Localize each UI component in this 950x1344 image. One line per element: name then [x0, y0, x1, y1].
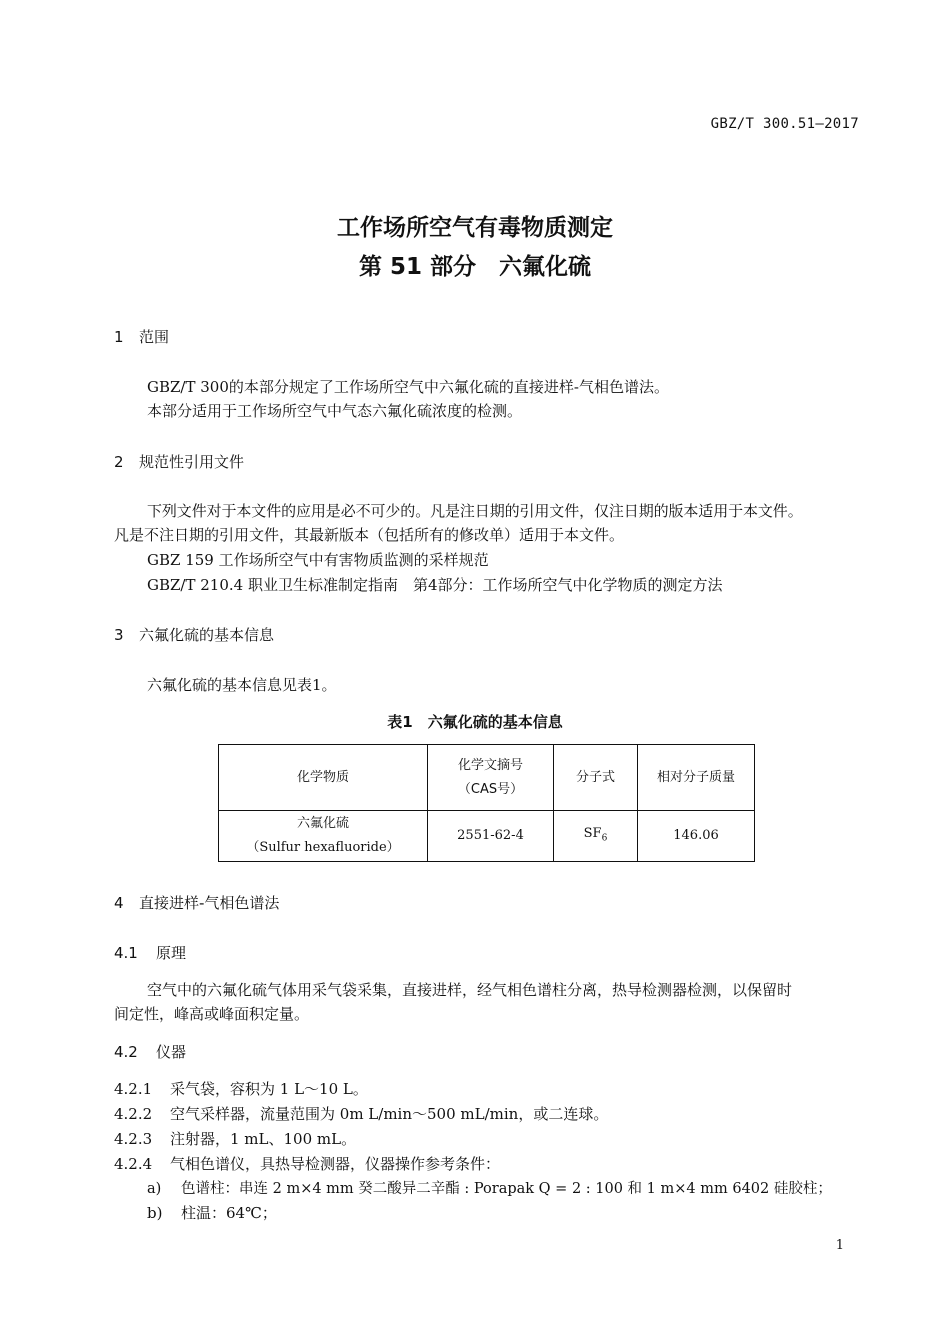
table-1-caption: 表1 六氟化硫的基本信息	[387, 713, 563, 731]
section-number: 4.2	[114, 1043, 138, 1061]
section-title: 规范性引用文件	[139, 453, 245, 471]
section-number: 4	[114, 894, 124, 912]
section-number: 2	[114, 453, 124, 471]
table-header-row	[219, 745, 755, 811]
header-relative-molecular-mass: 相对分子质量	[638, 745, 755, 811]
section-3-paragraph: 六氟化硫的基本信息见表1。	[147, 676, 337, 694]
formula-subscript: 6	[601, 833, 608, 844]
section-4-1-paragraph-line-2: 间定性，峰高或峰面积定量。	[114, 1005, 310, 1023]
section-2-heading	[114, 451, 244, 472]
sub-item-label: a)	[147, 1181, 162, 1197]
header-chemical-substance: 化学物质	[219, 745, 428, 811]
section-1-paragraph-1: GBZ/T 300的本部分规定了工作场所空气中六氟化硫的直接进样-气相色谱法。	[147, 378, 669, 396]
header-cas-number	[428, 745, 554, 811]
section-3-heading	[114, 624, 274, 645]
item-text: 气相色谱仪，具热导检测器，仪器操作参考条件：	[170, 1155, 501, 1173]
list-item	[114, 1078, 368, 1099]
item-number: 4.2.3	[114, 1130, 153, 1148]
sub-item-text: 柱温：64℃；	[181, 1204, 277, 1222]
sub-list-item	[147, 1177, 832, 1198]
header-cas-line-1: 化学文摘号	[457, 757, 523, 773]
list-item	[114, 1103, 608, 1124]
section-title: 仪器	[156, 1043, 187, 1061]
section-2-paragraph-line-2: 凡是不注日期的引用文件，其最新版本（包括所有的修改单）适用于本文件。	[114, 526, 625, 544]
section-4-1-heading	[114, 942, 186, 963]
item-text: 采气袋，容积为 1 L～10 L。	[170, 1080, 368, 1098]
section-4-1-paragraph-line-1: 空气中的六氟化硫气体用采气袋采集，直接进样，经气相色谱柱分离，热导检测器检测，以保留时	[147, 981, 793, 999]
standard-number: GBZ/T 300.51—2017	[710, 116, 859, 132]
section-4-2-heading	[114, 1041, 186, 1062]
section-1-heading	[114, 326, 169, 347]
header-cas-line-2: （CAS号）	[457, 781, 524, 797]
list-item	[114, 1128, 356, 1149]
item-number: 4.2.1	[114, 1080, 153, 1098]
cell-substance-name	[219, 811, 428, 862]
section-number: 1	[114, 328, 124, 346]
section-1-paragraph-2: 本部分适用于工作场所空气中气态六氟化硫浓度的检测。	[147, 402, 523, 420]
section-number: 4.1	[114, 944, 138, 962]
sub-list-item	[147, 1202, 277, 1223]
substance-name-en: （Sulfur hexafluoride）	[246, 840, 400, 855]
cell-cas-number: 2551-62-4	[428, 811, 554, 862]
item-number: 4.2.2	[114, 1105, 153, 1123]
cell-molecular-mass: 146.06	[638, 811, 755, 862]
reference-gbzt-210-4: GBZ/T 210.4 职业卫生标准制定指南 第4部分：工作场所空气中化学物质的测定方法	[147, 576, 723, 594]
table-1	[218, 744, 755, 862]
header-molecular-formula: 分子式	[554, 745, 638, 811]
section-title: 直接进样-气相色谱法	[139, 894, 280, 912]
section-2-paragraph-line-1: 下列文件对于本文件的应用是必不可少的。凡是注日期的引用文件，仅注日期的版本适用于本文件。	[147, 502, 803, 520]
sub-item-text: 色谱柱：串连 2 m×4 mm 癸二酸异二辛酯 : Porapak Q = 2 : 100 和 1 m×4 mm 6402 硅胶柱；	[181, 1181, 832, 1197]
document-title: 工作场所空气有毒物质测定	[337, 215, 613, 241]
section-title: 六氟化硫的基本信息	[139, 626, 275, 644]
table-row	[219, 811, 755, 862]
formula-main: SF	[583, 825, 602, 841]
reference-gbz-159: GBZ 159 工作场所空气中有害物质监测的采样规范	[147, 551, 489, 569]
section-title: 范围	[139, 328, 170, 346]
page-number: 1	[835, 1238, 844, 1253]
item-text: 注射器，1 mL、100 mL。	[170, 1130, 357, 1148]
section-title: 原理	[156, 944, 187, 962]
substance-name-cn: 六氟化硫	[296, 816, 349, 831]
item-number: 4.2.4	[114, 1155, 153, 1173]
section-4-heading	[114, 892, 279, 913]
cell-molecular-formula	[554, 811, 638, 862]
item-text: 空气采样器，流量范围为 0m L/min～500 mL/min，或二连球。	[170, 1105, 609, 1123]
document-subtitle: 第 51 部分 六氟化硫	[358, 254, 592, 280]
sub-item-label: b)	[147, 1204, 163, 1222]
section-number: 3	[114, 626, 124, 644]
list-item	[114, 1153, 500, 1174]
